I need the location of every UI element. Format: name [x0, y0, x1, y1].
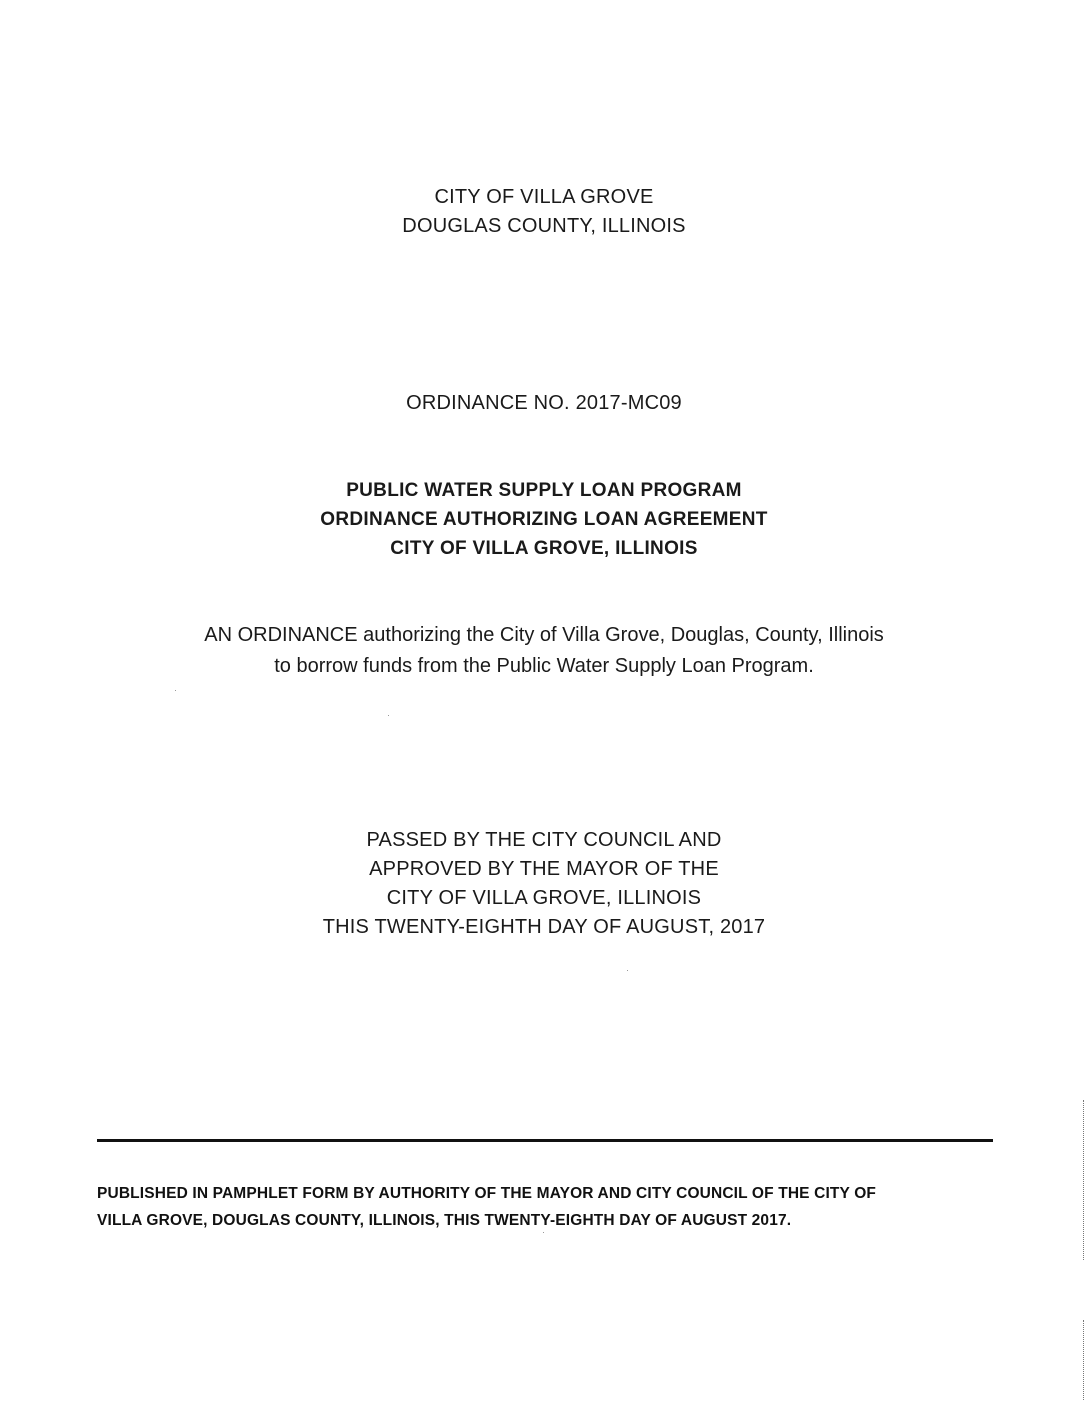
scan-edge-marks: [1083, 1100, 1086, 1260]
ordinance-title: [0, 476, 1088, 563]
title-line-3: CITY OF VILLA GROVE, ILLINOIS: [390, 538, 698, 559]
passage-line-4: THIS TWENTY-EIGHTH DAY OF AUGUST, 2017: [322, 916, 766, 938]
summary-line-2: to borrow funds from the Public Water Supply Loan Program.: [274, 655, 814, 677]
horizontal-divider: [97, 1139, 993, 1142]
city-name: CITY OF VILLA GROVE: [434, 186, 654, 208]
summary-line-1: AN ORDINANCE authorizing the City of Villa Grove, Douglas, County, Illinois: [204, 624, 884, 646]
scan-edge-marks: [1083, 1320, 1086, 1400]
title-line-2: ORDINANCE AUTHORIZING LOAN AGREEMENT: [320, 509, 768, 530]
passage-line-2: APPROVED BY THE MAYOR OF THE: [369, 858, 719, 880]
publication-notice: [97, 1180, 997, 1234]
jurisdiction-header: [0, 183, 1088, 241]
publication-line-2: VILLA GROVE, DOUGLAS COUNTY, ILLINOIS, THIS TWENTY-EIGHTH DAY OF AUGUST 2017.: [97, 1212, 792, 1229]
scan-speck: [543, 1232, 544, 1233]
title-line-1: PUBLIC WATER SUPPLY LOAN PROGRAM: [346, 480, 742, 501]
ordinance-summary: [0, 620, 1088, 682]
passage-line-3: CITY OF VILLA GROVE, ILLINOIS: [386, 887, 702, 909]
publication-line-1: PUBLISHED IN PAMPHLET FORM BY AUTHORITY OF THE MAYOR AND CITY COUNCIL OF THE CITY OF: [97, 1185, 877, 1202]
passage-statement: [0, 826, 1088, 942]
ordinance-number: [0, 389, 1088, 418]
passage-line-1: PASSED BY THE CITY COUNCIL AND: [366, 829, 722, 851]
scan-speck: [175, 690, 176, 691]
county-name: DOUGLAS COUNTY, ILLINOIS: [402, 215, 686, 237]
ordinance-number-text: ORDINANCE NO. 2017-MC09: [406, 392, 682, 414]
scan-speck: [388, 715, 389, 716]
scan-speck: [627, 970, 628, 971]
